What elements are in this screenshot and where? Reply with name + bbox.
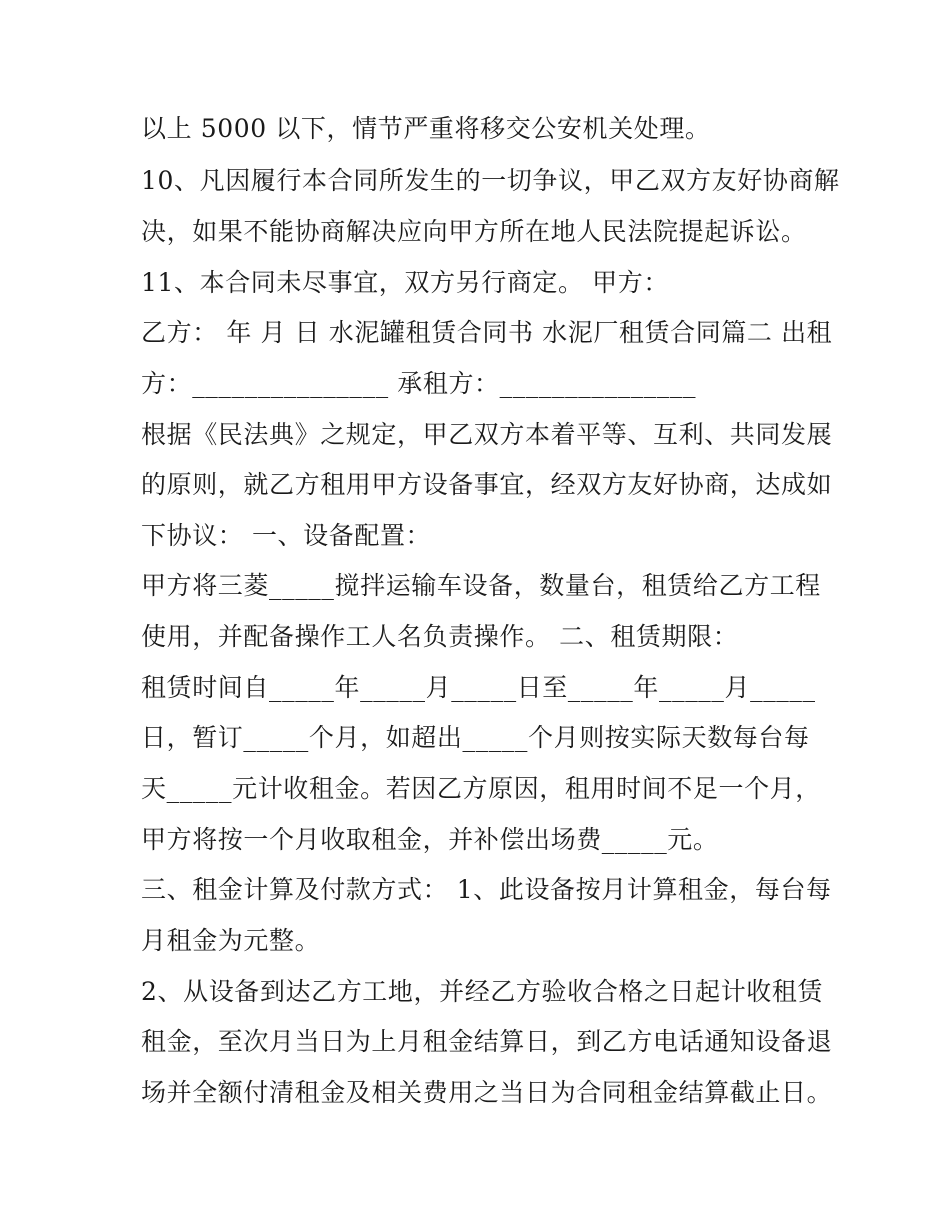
text-line: 2、从设备到达乙方工地，并经乙方验收合格之日起计收租赁 bbox=[141, 977, 824, 1006]
text-line: 甲方将按一个月收取租金，并补偿出场费_____元。 bbox=[141, 825, 719, 854]
text-line: 天_____元计收租金。若因乙方原因，租用时间不足一个月， bbox=[141, 774, 821, 803]
text-line: 以上 5000 以下，情节严重将移交公安机关处理。 bbox=[141, 114, 711, 143]
text-line: 10、凡因履行本合同所发生的一切争议，甲乙双方友好协商解 bbox=[141, 166, 840, 195]
text-line: 甲方将三菱_____搅拌运输车设备，数量台，租赁给乙方工程 bbox=[141, 571, 821, 600]
text-line: 日，暂订_____个月，如超出_____个月则按实际天数每台每 bbox=[141, 723, 810, 752]
text-line: 决，如果不能协商解决应向甲方所在地人民法院提起诉讼。 bbox=[141, 217, 807, 246]
text-line: 乙方： 年 月 日 水泥罐租赁合同书 水泥厂租赁合同篇二 出租 bbox=[141, 318, 833, 347]
text-line: 租金，至次月当日为上月租金结算日，到乙方电话通知设备退 bbox=[141, 1027, 833, 1056]
text-line: 11、本合同未尽事宜，双方另行商定。 甲方： bbox=[141, 268, 669, 297]
text-line: 场并全额付清租金及相关费用之当日为合同租金结算截止日。 bbox=[141, 1078, 833, 1107]
text-line: 方：_______________ 承租方：_______________ bbox=[141, 369, 697, 398]
text-line: 的原则，就乙方租用甲方设备事宜，经双方友好协商，达成如 bbox=[141, 470, 833, 499]
text-line: 使用，并配备操作工人名负责操作。 二、租赁期限： bbox=[141, 622, 739, 651]
text-line: 三、租金计算及付款方式： 1、此设备按月计算租金，每台每 bbox=[141, 875, 832, 904]
text-line: 月租金为元整。 bbox=[141, 926, 321, 955]
text-line: 租赁时间自_____年_____月_____日至_____年_____月_____ bbox=[141, 673, 816, 702]
text-line: 根据《民法典》之规定，甲乙双方本着平等、互利、共同发展 bbox=[141, 420, 833, 449]
text-line: 下协议： 一、设备配置： bbox=[141, 521, 432, 550]
